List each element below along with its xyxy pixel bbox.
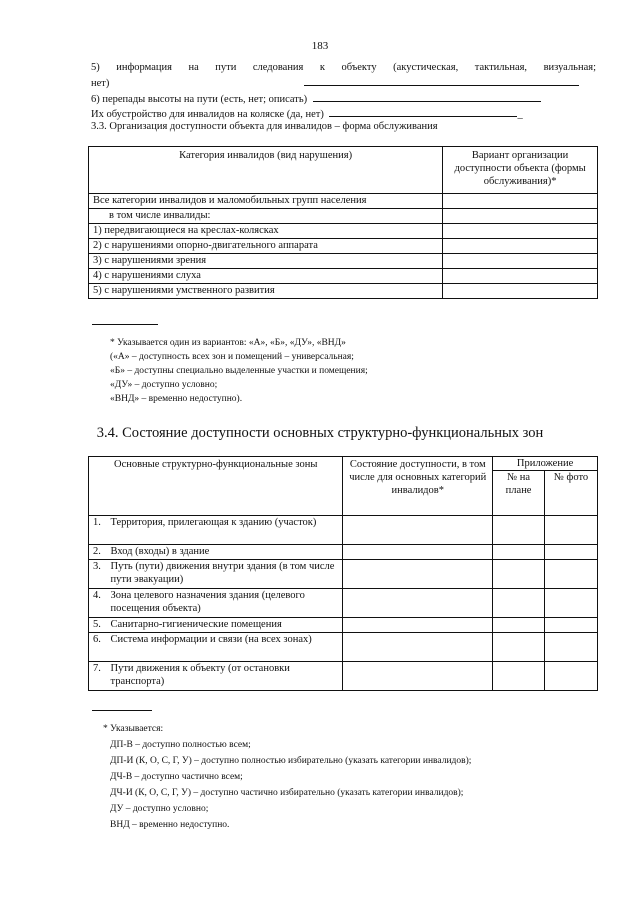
plan-cell[interactable] [493,516,545,545]
row-label: 1) передвигающиеся на креслах-колясках [89,224,443,239]
table-row [89,269,598,284]
item-6-line [91,91,596,106]
row-number: 5. [89,618,107,633]
photo-cell[interactable] [545,633,598,662]
footnote-1-line: «ДУ» – доступно условно; [110,380,218,390]
status-cell[interactable] [343,589,493,618]
table-row [89,560,598,589]
plan-cell[interactable] [493,633,545,662]
table-row [89,224,598,239]
row-zone-name: Пути движения к объекту (от остановки транспорта) [106,662,342,691]
row-zone-name: Зона целевого назначения здания (целевого посещения объекта) [106,589,342,618]
section-3-4-heading: 3.4. Состояние доступности основных структурно-функциональных зон [96,425,544,441]
footnote-2-line: * Указывается: [103,724,164,734]
footnote-1-line: * Указывается один из вариантов: «А», «Б», «ДУ», «ВНД» [110,338,346,348]
row-value-cell[interactable] [443,209,598,224]
row-value-cell[interactable] [443,224,598,239]
service-form-table [88,146,598,299]
footnote-2-line: ДЧ-В – доступно частично всем; [110,772,243,782]
photo-cell[interactable] [545,545,598,560]
photo-cell[interactable] [545,516,598,545]
row-label: 2) с нарушениями опорно-двигательного аппарата [89,239,443,254]
photo-cell[interactable] [545,589,598,618]
footnote-separator [92,710,152,711]
photo-cell[interactable] [545,560,598,589]
wheelchair-tail: _ [517,109,523,120]
column-header-appendix: Приложение [493,457,598,471]
footnote-2-line: ДУ – доступно условно; [110,804,209,814]
row-number: 3. [89,560,107,589]
status-cell[interactable] [343,618,493,633]
table-header-row [89,457,598,471]
table-header-row [89,147,598,194]
row-number: 6. [89,633,107,662]
status-cell[interactable] [343,545,493,560]
table-row [89,516,598,545]
table-row [89,284,598,299]
row-label: в том числе инвалиды: [89,209,443,224]
row-label: 3) с нарушениями зрения [89,254,443,269]
row-value-cell[interactable] [443,194,598,209]
plan-cell[interactable] [493,589,545,618]
blank-line [304,75,579,86]
wheelchair-text: Их обустройство для инвалидов на коляске (да, нет) [91,109,324,120]
row-value-cell[interactable] [443,239,598,254]
item-5-line-2 [91,75,596,90]
item-5-tail: нет) [91,78,110,89]
table-row [89,618,598,633]
section-3-3-heading: 3.3. Организация доступности объекта для инвалидов – форма обслуживания [91,121,438,132]
row-zone-name: Санитарно-гигиенические помещения [106,618,342,633]
footnote-1-line: «Б» – доступны специально выделенные участки и помещения; [110,366,368,376]
column-header-variant: Вариант организации доступности объекта (формы обслуживания)* [443,147,598,194]
blank-line [313,91,541,102]
row-zone-name: Вход (входы) в здание [106,545,342,560]
item-5-line-1: 5) информация на пути следования к объекту (акустическая, тактильная, визуальная; [91,62,596,73]
row-value-cell[interactable] [443,284,598,299]
plan-cell[interactable] [493,662,545,691]
photo-cell[interactable] [545,662,598,691]
footnote-separator [92,324,158,325]
footnote-2-line: ДЧ-И (К, О, С, Г, У) – доступно частично избирательно (указать категории инвалидов); [110,788,464,798]
table-row [89,589,598,618]
row-label: 5) с нарушениями умственного развития [89,284,443,299]
column-header-status: Состояние доступности, в том числе для основных категорий инвалидов* [343,457,493,516]
wheelchair-line [91,106,596,121]
status-cell[interactable] [343,662,493,691]
row-zone-name: Территория, прилегающая к зданию (участок) [106,516,342,545]
footnote-2-line: ВНД – временно недоступно. [110,820,230,830]
item-6-text: 6) перепады высоты на пути (есть, нет; описать) [91,94,308,105]
footnote-2-line: ДП-В – доступно полностью всем; [110,740,251,750]
column-header-plan: № на плане [493,471,545,516]
zones-table [88,456,598,691]
table-row [89,209,598,224]
table-row [89,545,598,560]
row-value-cell[interactable] [443,269,598,284]
status-cell[interactable] [343,560,493,589]
row-zone-name: Путь (пути) движения внутри здания (в том числе пути эвакуации) [106,560,342,589]
column-header-photo: № фото [545,471,598,516]
status-cell[interactable] [343,633,493,662]
column-header-zones: Основные структурно-функциональные зоны [89,457,343,516]
row-number: 1. [89,516,107,545]
status-cell[interactable] [343,516,493,545]
row-label: 4) с нарушениями слуха [89,269,443,284]
plan-cell[interactable] [493,545,545,560]
table-row [89,662,598,691]
footnote-1-line: («А» – доступность всех зон и помещений – универсальная; [110,352,354,362]
column-header-category: Категория инвалидов (вид нарушения) [89,147,443,194]
row-number: 7. [89,662,107,691]
page-number: 183 [311,40,329,52]
row-zone-name: Система информации и связи (на всех зонах) [106,633,342,662]
table-row [89,633,598,662]
table-row [89,194,598,209]
photo-cell[interactable] [545,618,598,633]
row-value-cell[interactable] [443,254,598,269]
table-row [89,254,598,269]
blank-line [329,106,517,117]
row-label: Все категории инвалидов и маломобильных групп населения [89,194,443,209]
row-number: 2. [89,545,107,560]
table-row [89,239,598,254]
row-number: 4. [89,589,107,618]
plan-cell[interactable] [493,618,545,633]
footnote-2-line: ДП-И (К, О, С, Г, У) – доступно полностью избирательно (указать категории инвалидов); [110,756,472,766]
footnote-1-line: «ВНД» – временно недоступно). [110,394,243,404]
plan-cell[interactable] [493,560,545,589]
